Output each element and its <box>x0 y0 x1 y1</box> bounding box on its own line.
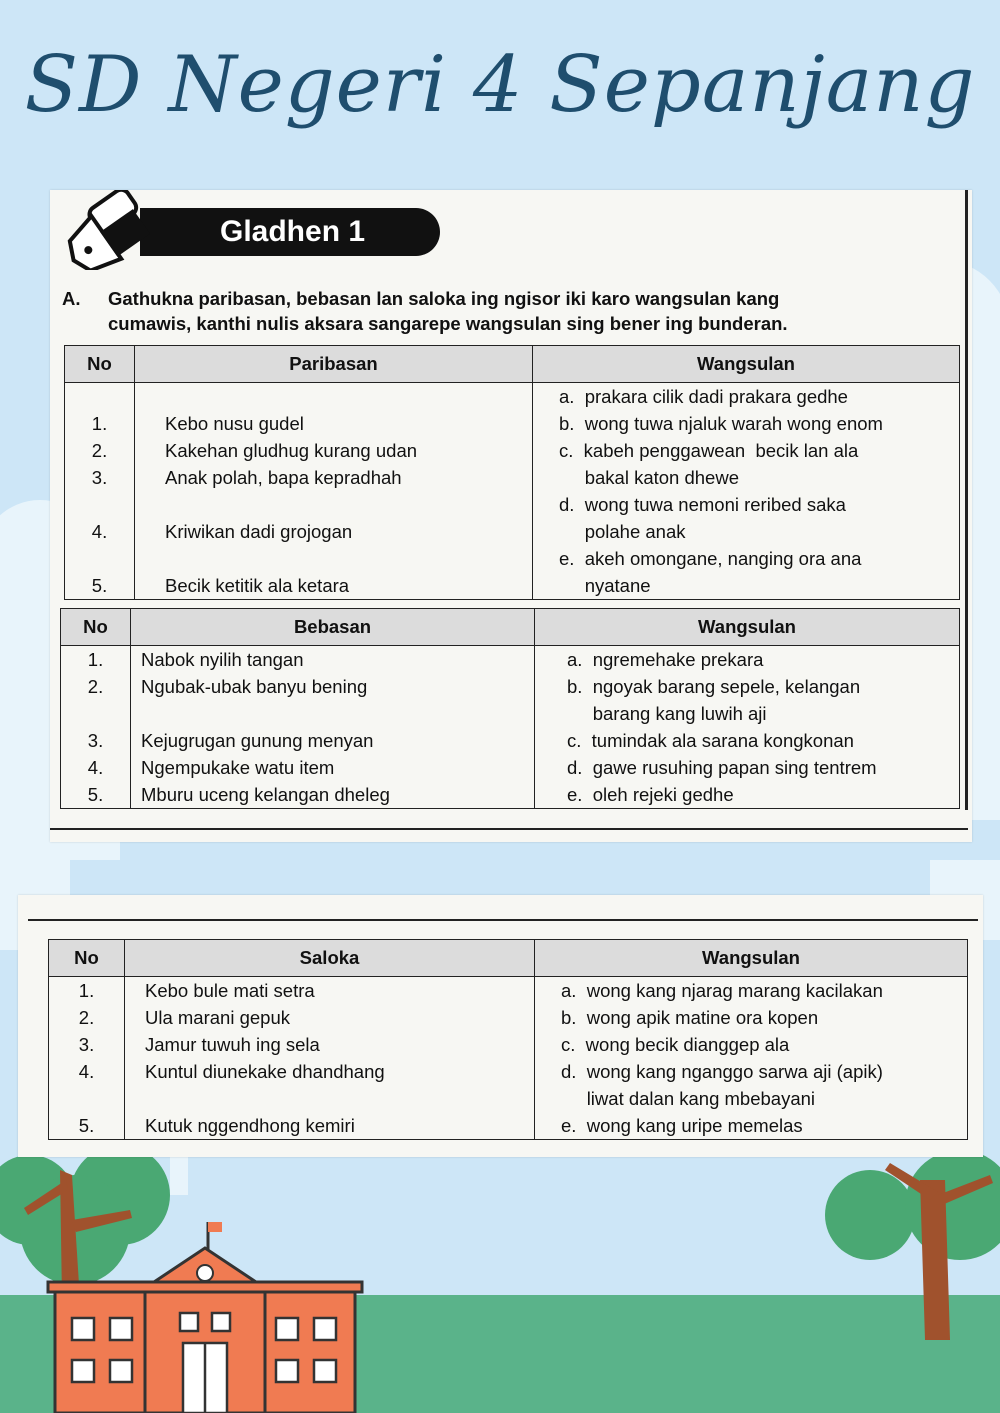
row-answer: polahe anak <box>559 521 686 542</box>
row-number: 2. <box>91 440 108 461</box>
exercise-badge: Gladhen 1 <box>140 208 440 256</box>
row-answer: b. wong tuwa njaluk warah wong enom <box>559 413 883 434</box>
row-item <box>165 383 532 410</box>
answer-column <box>533 383 960 600</box>
column-header-wangsulan: Wangsulan <box>535 609 960 646</box>
column-header-paribasan: Paribasan <box>135 346 533 383</box>
row-number <box>65 491 134 518</box>
exercise-card <box>50 190 972 842</box>
row-answer: e. wong kang uripe memelas <box>561 1115 803 1136</box>
row-answer: e. oleh rejeki gedhe <box>567 784 734 805</box>
row-number <box>61 700 130 727</box>
row-item: Kebo bule mati setra <box>145 980 315 1001</box>
no-column <box>65 383 135 600</box>
row-item <box>165 545 532 572</box>
row-answer: b. ngoyak barang sepele, kelangan <box>567 676 861 697</box>
column-header-wangsulan: Wangsulan <box>533 346 960 383</box>
row-number: 4. <box>78 1061 95 1082</box>
row-item: Anak polah, bapa kepradhah <box>165 467 402 488</box>
row-number: 5. <box>91 575 108 596</box>
column-header-wangsulan: Wangsulan <box>535 940 968 977</box>
row-item: Ula marani gepuk <box>145 1007 290 1028</box>
row-number: 1. <box>87 649 104 670</box>
row-item: Kriwikan dadi grojogan <box>165 521 353 542</box>
row-item: Kebo nusu gudel <box>165 413 304 434</box>
page-title: SD Negeri 4 Sepanjang <box>24 40 976 130</box>
row-answer: c. kabeh penggawean becik lan ala <box>559 440 859 461</box>
row-answer: c. wong becik dianggep ala <box>561 1034 790 1055</box>
instruction-line-2: cumawis, kanthi nulis aksara sangarepe wangsulan sing bener ing bunderan. <box>108 313 788 334</box>
row-number <box>65 383 134 410</box>
row-answer: d. wong kang nganggo sarwa aji (apik) <box>561 1061 883 1082</box>
row-number: 3. <box>91 467 108 488</box>
row-answer: bakal katon dhewe <box>559 467 739 488</box>
fountain-pen-icon <box>62 190 172 270</box>
column-header-no: No <box>61 609 131 646</box>
row-item <box>165 491 532 518</box>
row-answer: a. wong kang njarag marang kacilakan <box>561 980 883 1001</box>
row-answer: d. wong tuwa nemoni reribed saka <box>559 494 846 515</box>
row-item <box>141 700 534 727</box>
row-answer: liwat dalan kang mbebayani <box>561 1088 816 1109</box>
page-edge-rule <box>965 190 968 810</box>
column-header-saloka: Saloka <box>125 940 535 977</box>
row-answer: b. wong apik matine ora kopen <box>561 1007 819 1028</box>
row-number: 5. <box>78 1115 95 1136</box>
item-column <box>131 646 535 809</box>
row-item: Kuntul diunekake dhandhang <box>145 1061 385 1082</box>
row-number: 1. <box>91 413 108 434</box>
instruction-line-1: Gathukna paribasan, bebasan lan saloka ing ngisor iki karo wangsulan kang <box>108 288 780 309</box>
column-header-no: No <box>65 346 135 383</box>
instruction-label: A. <box>62 288 81 309</box>
row-item <box>145 1085 534 1112</box>
row-number: 3. <box>87 730 104 751</box>
row-answer: a. prakara cilik dadi prakara gedhe <box>559 386 848 407</box>
row-item: Jamur tuwuh ing sela <box>145 1034 320 1055</box>
column-header-bebasan: Bebasan <box>131 609 535 646</box>
row-answer: d. gawe rusuhing papan sing tentrem <box>567 757 877 778</box>
row-number: 4. <box>87 757 104 778</box>
row-number: 3. <box>78 1034 95 1055</box>
row-answer: c. tumindak ala sarana kongkonan <box>567 730 854 751</box>
item-column <box>135 383 533 600</box>
no-column <box>49 977 125 1140</box>
saloka-card <box>18 895 983 1157</box>
bebasan-table <box>60 608 960 809</box>
answer-column <box>535 977 968 1140</box>
row-number: 2. <box>87 676 104 697</box>
item-column <box>125 977 535 1140</box>
row-number: 2. <box>78 1007 95 1028</box>
row-answer: e. akeh omongane, nanging ora ana <box>559 548 862 569</box>
row-item: Ngubak-ubak banyu bening <box>141 676 368 697</box>
row-item: Kakehan gludhug kurang udan <box>165 440 418 461</box>
no-column <box>61 646 131 809</box>
bottom-rule <box>50 828 968 830</box>
top-rule <box>28 919 978 921</box>
saloka-table <box>48 939 968 1140</box>
row-answer: barang kang luwih aji <box>567 703 767 724</box>
row-answer: a. ngremehake prekara <box>567 649 764 670</box>
column-header-no: No <box>49 940 125 977</box>
row-number <box>49 1085 124 1112</box>
row-number: 5. <box>87 784 104 805</box>
row-item: Kejugrugan gunung menyan <box>141 730 374 751</box>
row-item: Mburu uceng kelangan dheleg <box>141 784 390 805</box>
left-tree <box>0 1145 170 1300</box>
answer-column <box>535 646 960 809</box>
row-item: Becik ketitik ala ketara <box>165 575 350 596</box>
row-item: Ngempukake watu item <box>141 757 335 778</box>
row-item: Nabok nyilih tangan <box>141 649 304 670</box>
row-number <box>65 545 134 572</box>
row-number: 4. <box>91 521 108 542</box>
row-item: Kutuk nggendhong kemiri <box>145 1115 355 1136</box>
row-number: 1. <box>78 980 95 1001</box>
paribasan-table <box>64 345 960 600</box>
row-answer: nyatane <box>559 575 651 596</box>
instruction-text <box>62 286 952 336</box>
